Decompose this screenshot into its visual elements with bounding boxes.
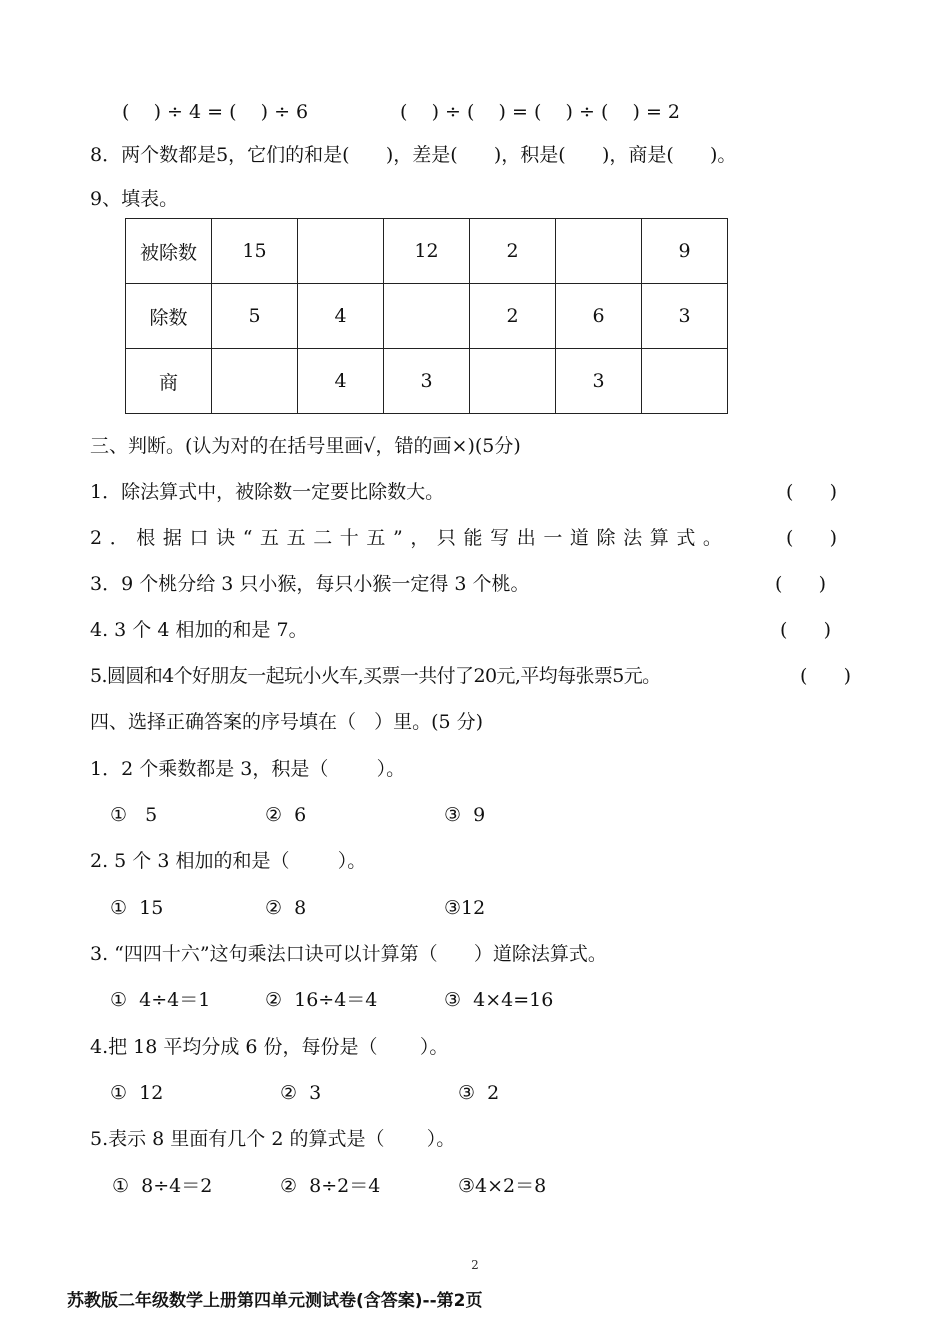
table-cell: 2 — [470, 284, 556, 349]
table-cell — [470, 349, 556, 414]
judge-item-5: 5.圆圆和4个好朋友一起玩小火车,买票一共付了20元,平均每张票5元。 — [90, 665, 661, 687]
row-label: 被除数 — [126, 219, 212, 284]
table-row-quotient — [126, 349, 728, 414]
table-cell: 3 — [384, 349, 470, 414]
choice-question-5: 5.表示 8 里面有几个 2 的算式是（ ）。 — [90, 1128, 456, 1150]
option-3: ③4×2＝8 — [458, 1175, 547, 1197]
judge-item-3: 3．9 个桃分给 3 只小猴，每只小猴一定得 3 个桃。 — [90, 573, 530, 595]
fill-in-table — [125, 218, 728, 414]
choice-question-2: 2. 5 个 3 相加的和是（ ）。 — [90, 850, 367, 872]
document-footer: 苏教版二年级数学上册第四单元测试卷(含答案)--第2页 — [67, 1291, 483, 1311]
option-2: ② 8 — [265, 897, 307, 919]
answer-paren: ( ) — [786, 527, 838, 549]
option-2: ② 16÷4＝4 — [265, 989, 378, 1011]
table-cell: 3 — [642, 284, 728, 349]
table-cell: 4 — [298, 349, 384, 414]
option-3: ③ 4×4=16 — [444, 989, 554, 1011]
question-8: 8．两个数都是5，它们的和是( )，差是( )，积是( )，商是( )。 — [90, 144, 737, 166]
table-cell — [556, 219, 642, 284]
answer-paren: ( ) — [780, 619, 832, 641]
option-2: ② 3 — [280, 1082, 322, 1104]
option-1: ① 12 — [110, 1082, 164, 1104]
table-cell — [384, 284, 470, 349]
table-row-divisor — [126, 284, 728, 349]
judge-item-4: 4. 3 个 4 相加的和是 7。 — [90, 619, 308, 641]
option-1: ① 8÷4＝2 — [112, 1175, 213, 1197]
row-label: 除数 — [126, 284, 212, 349]
q7-expression-right: ( ) ÷ ( ) = ( ) ÷ ( ) = 2 — [400, 101, 681, 123]
page-number: 2 — [471, 1258, 479, 1272]
table-row-dividend — [126, 219, 728, 284]
table-cell — [212, 349, 298, 414]
answer-paren: ( ) — [775, 573, 827, 595]
choice-question-4: 4.把 18 平均分成 6 份，每份是（ ）。 — [90, 1036, 449, 1058]
table-cell: 9 — [642, 219, 728, 284]
table-cell: 3 — [556, 349, 642, 414]
option-1: ① 5 — [110, 804, 158, 826]
table-cell: 12 — [384, 219, 470, 284]
answer-paren: ( ) — [800, 665, 852, 687]
table-cell — [642, 349, 728, 414]
option-3: ③12 — [444, 897, 486, 919]
table-cell: 4 — [298, 284, 384, 349]
option-1: ① 4÷4＝1 — [110, 989, 211, 1011]
option-1: ① 15 — [110, 897, 164, 919]
choice-question-1: 1．2 个乘数都是 3，积是（ ）。 — [90, 758, 406, 780]
option-2: ② 8÷2＝4 — [280, 1175, 381, 1197]
table-cell: 6 — [556, 284, 642, 349]
section-4-title: 四、选择正确答案的序号填在（ ）里。(5 分) — [90, 711, 484, 733]
judge-item-2: 2．根据口诀“五五二十五”，只能写出一道除法算式。 — [90, 527, 730, 549]
option-3: ③ 2 — [458, 1082, 500, 1104]
table-cell — [298, 219, 384, 284]
q7-expression-left: ( ) ÷ 4 = ( ) ÷ 6 — [122, 101, 309, 123]
choice-question-3: 3. “四四十六”这句乘法口诀可以计算第（ ）道除法算式。 — [90, 943, 607, 965]
option-3: ③ 9 — [444, 804, 486, 826]
table-cell: 2 — [470, 219, 556, 284]
table-cell: 15 — [212, 219, 298, 284]
answer-paren: ( ) — [786, 481, 838, 503]
section-3-title: 三、判断。(认为对的在括号里画√，错的画×)(5分) — [90, 435, 521, 457]
table-cell: 5 — [212, 284, 298, 349]
question-9: 9、填表。 — [90, 188, 179, 210]
row-label: 商 — [126, 349, 212, 414]
judge-item-1: 1．除法算式中，被除数一定要比除数大。 — [90, 481, 445, 503]
option-2: ② 6 — [265, 804, 307, 826]
